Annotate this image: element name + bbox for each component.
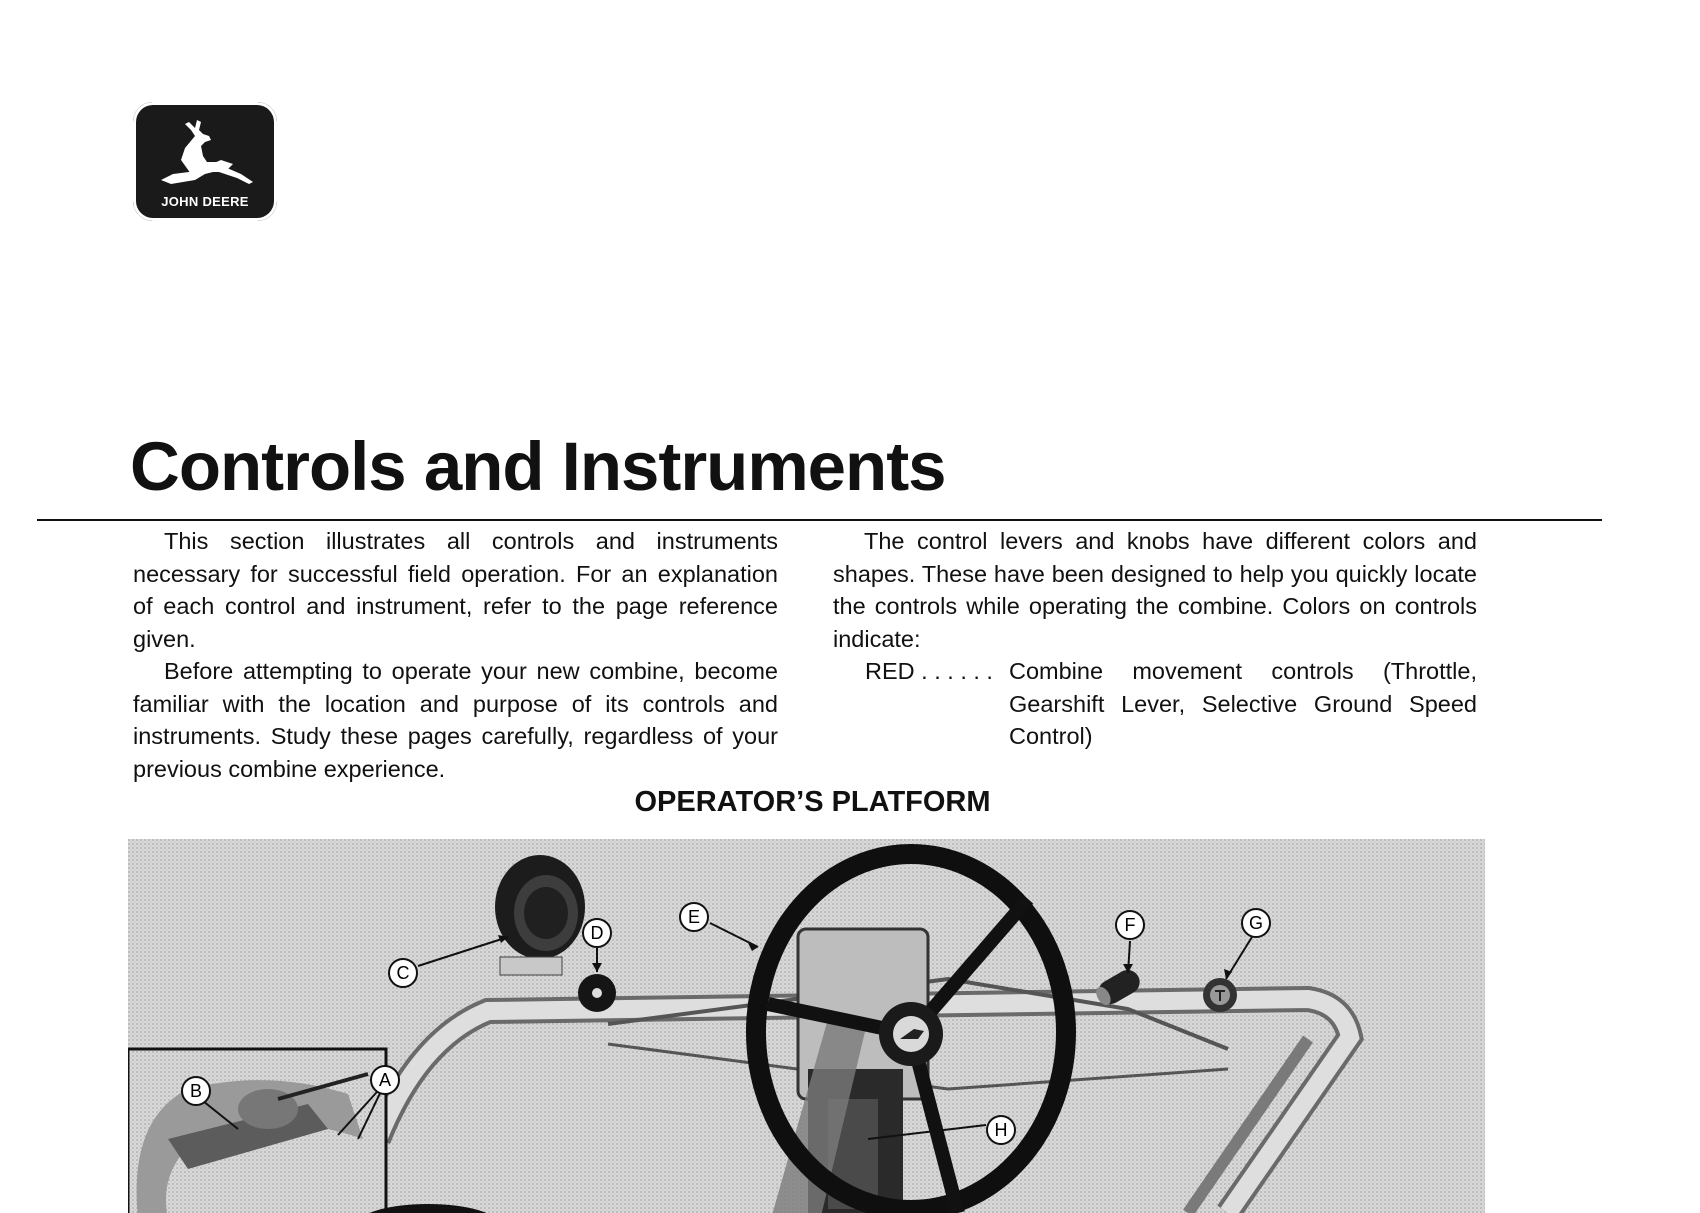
left-column <box>133 525 778 785</box>
svg-text:B: B <box>189 1081 203 1101</box>
svg-text:E: E <box>687 907 701 927</box>
svg-text:H: H <box>994 1120 1008 1140</box>
color-key-red: RED . . . . . . <box>865 658 993 684</box>
callout-G <box>1242 909 1270 937</box>
svg-text:G: G <box>1248 913 1264 933</box>
colors-paragraph: The control levers and knobs have different colors and shapes. These have been designed to help you quickly locate the controls while operating the combine. Colors on controls indicate: <box>833 528 1477 652</box>
color-desc-red: Combine movement controls (Throttle, Gearshift Lever, Selective Ground Speed Control) <box>1009 658 1477 749</box>
svg-text:A: A <box>378 1070 392 1090</box>
svg-text:F: F <box>1124 915 1136 935</box>
callout-H <box>987 1116 1015 1144</box>
operator-platform-photo <box>128 839 1485 1213</box>
svg-text:C: C <box>396 963 410 983</box>
john-deere-logo <box>133 102 277 221</box>
figure-title: OPERATOR’S PLATFORM <box>634 786 991 818</box>
callout-E <box>680 903 708 931</box>
leaping-deer-icon <box>151 110 259 192</box>
title-rule <box>37 519 1602 521</box>
svg-text:D: D <box>590 923 604 943</box>
callout-C <box>389 959 417 987</box>
operator-platform-figure <box>128 839 1485 1213</box>
color-legend-row <box>833 655 1477 753</box>
familiarize-paragraph: Before attempting to operate your new combine, become familiar with the location and purpose of its controls and instruments. Study these pages carefully, regardless of your previous combine experience. <box>133 658 778 782</box>
page-title: Controls and Instruments <box>130 428 946 505</box>
logo-text: JOHN DEERE <box>161 194 249 209</box>
right-column <box>833 525 1477 753</box>
callout-D <box>583 919 611 947</box>
callout-F <box>1116 911 1144 939</box>
callout-A <box>371 1066 399 1094</box>
callout-B <box>182 1077 210 1105</box>
intro-paragraph: This section illustrates all controls and instruments necessary for successful field operation. For an explanation of each control and instrument, refer to the page reference given. <box>133 528 778 652</box>
